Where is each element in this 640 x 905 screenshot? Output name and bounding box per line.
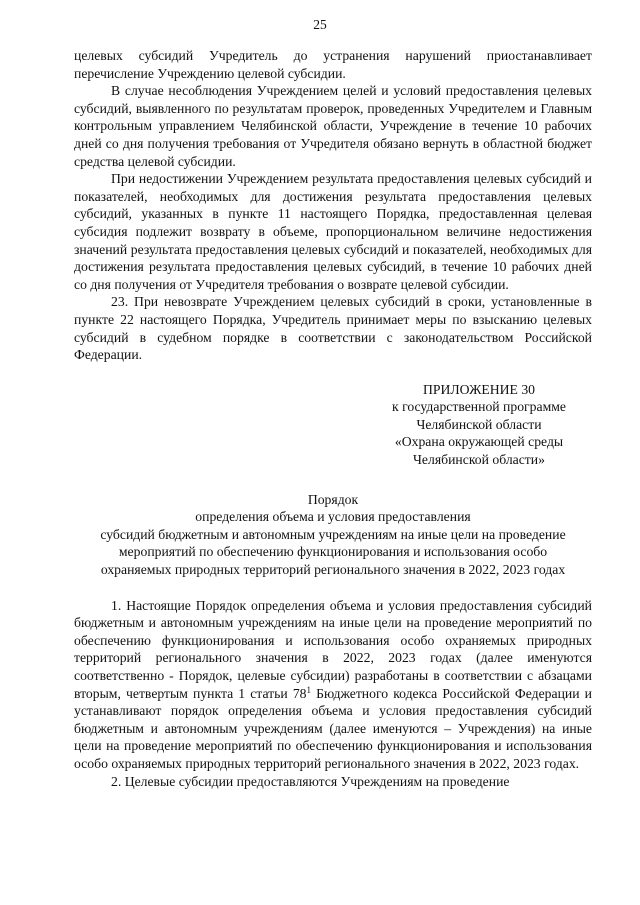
appendix-header [366,381,592,469]
title-line: определения объема и условия предоставления [195,509,471,525]
title-line: Порядок [307,491,359,507]
title-line: мероприятий по обеспечению функционирования и использования особо [118,544,548,560]
document-body [74,47,592,790]
paragraph: В случае несоблюдения Учреждением целей и условий предоставления целевых субсидий, выявленного по результатам проверок, проведенных Учредителем и Главным контрольным управлением Челябинской области, Учреждение в течение 10 рабочих дней со дня получения требования от Учредителя обязано вернуть в областной бюджет средства целевой субсидии. [74,83,592,169]
paragraph-1 [74,597,592,773]
title-line: субсидий бюджетным и автономным учреждениям на иные цели на проведение [100,526,566,542]
title-line: охраняемых природных территорий регионального значения в 2022, 2023 годах [100,562,566,578]
appendix-line: Челябинской области» [413,452,545,468]
paragraph-1-text-continued: Бюджетного кодекса Российской Федерации и устанавливают порядок определения объема и условия предоставления субсидий бюджетным и автономным учреждениям (далее именуются – Учреждения) на иные цели на проведение мероприятий по обеспечению функционирования и использования особо охраняемых природных территорий регионального значения в 2022, 2023 годах. [74,685,592,771]
appendix-line: Челябинской области [416,416,542,432]
paragraph: 23. При невозврате Учреждением целевых субсидий в сроки, установленные в пункте 22 настоящего Порядка, Учредитель принимает меры по взысканию целевых субсидий в судебном порядке в соответствии с законодательством Российской Федерации. [74,294,592,363]
document-title [74,491,592,579]
paragraph: При недостижении Учреждением результата предоставления целевых субсидий и показателей, необходимых для достижения результата предоставления целевых субсидий, указанных в пункте 11 настоящего Порядка, предоставленная целевая субсидия подлежит возврату в объеме, пропорциональном величине недостижения значений результата предоставления целевых субсидий и показателей, необходимых для достижения результата предоставления целевых субсидий, в течение 10 рабочих дней со дня получения от Учредителя требования о возврате целевой субсидии. [74,171,592,292]
superscript: 1 [306,684,312,695]
paragraph: целевых субсидий Учредитель до устранения нарушений приостанавливает перечисление Учреждению целевой субсидии. [74,48,592,81]
appendix-label: ПРИЛОЖЕНИЕ 30 [422,381,536,397]
page-number: 25 [313,17,327,32]
paragraph-2: 2. Целевые субсидии предоставляются Учреждениям на проведение [111,773,510,789]
appendix-line: к государственной программе [392,399,566,415]
paragraph-1-text: 1. Настоящие Порядок определения объема и условия предоставления субсидий бюджетным и автономным учреждениям на иные цели на проведение мероприятий по обеспечению функционирования и использования особо охраняемых природных территорий регионального значения в 2022, 2023 годах (далее именуются соответственно - Порядок, целевые субсидии) разработаны в соответствии с абзацами вторым, четвертым пункта 1 статьи 78 [74,597,592,701]
appendix-line: «Охрана окружающей среды [394,434,564,450]
